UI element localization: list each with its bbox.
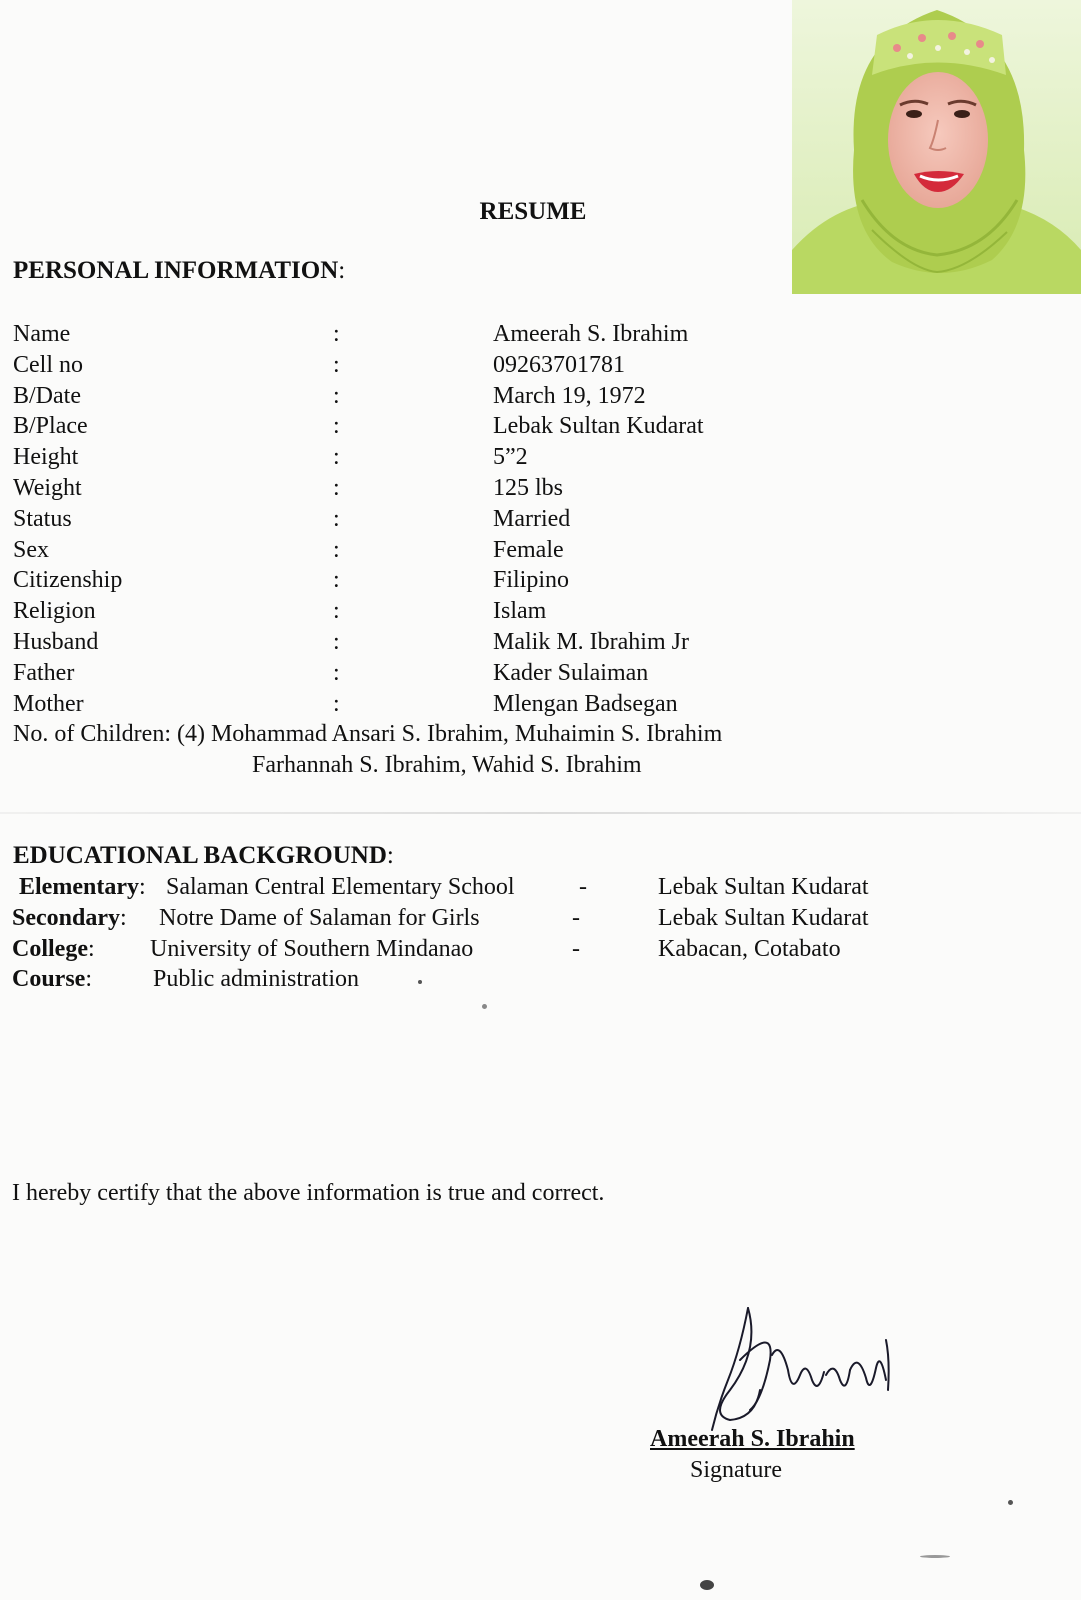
info-label: B/Place xyxy=(13,413,88,440)
info-value: Malik M. Ibrahim Jr xyxy=(493,628,689,655)
signature-name: Ameerah S. Ibrahin xyxy=(650,1426,855,1452)
personal-info-heading-text: PERSONAL INFORMATION xyxy=(13,257,339,284)
education-school: Public administration xyxy=(153,966,359,993)
info-separator: : xyxy=(333,474,340,501)
education-level xyxy=(12,964,92,995)
education-heading xyxy=(13,842,394,870)
info-separator: : xyxy=(333,598,340,625)
info-label: B/Date xyxy=(13,382,81,409)
education-level xyxy=(19,872,146,903)
certification-statement: I hereby certify that the above information is true and correct. xyxy=(12,1180,605,1206)
education-dash: - xyxy=(572,904,580,931)
education-level xyxy=(12,934,95,965)
scan-speck xyxy=(482,1004,487,1009)
paper-fold-line xyxy=(0,812,1081,814)
info-value: Filipino xyxy=(493,567,570,594)
education-dash: - xyxy=(572,935,580,962)
personal-info-heading xyxy=(13,257,345,285)
info-label: Status xyxy=(13,505,72,532)
level-colon: : xyxy=(120,904,127,931)
info-value: Ameerah S. Ibrahim xyxy=(493,321,689,347)
education-level-text: Secondary xyxy=(12,904,120,931)
education-school: University of Southern Mindanao xyxy=(150,935,474,962)
info-separator: : xyxy=(333,628,340,655)
level-colon: : xyxy=(85,966,92,993)
info-separator: : xyxy=(333,690,340,717)
scan-speck xyxy=(1008,1500,1013,1505)
education-location: Lebak Sultan Kudarat xyxy=(658,874,869,900)
info-value: Female xyxy=(493,536,564,563)
education-level-text: Elementary xyxy=(19,874,139,900)
level-colon: : xyxy=(138,874,146,900)
info-separator: : xyxy=(333,536,340,563)
info-label: Mother xyxy=(13,690,84,717)
info-value: Islam xyxy=(493,598,547,625)
info-separator: : xyxy=(333,444,340,471)
info-value: Mlengan Badsegan xyxy=(493,690,678,717)
education-school: Salaman Central Elementary School xyxy=(166,874,515,900)
profile-photo xyxy=(792,0,1081,294)
education-level xyxy=(12,903,127,934)
info-separator: : xyxy=(333,382,340,409)
info-separator: : xyxy=(333,413,340,440)
info-value: Married xyxy=(493,505,571,532)
education-school: Notre Dame of Salaman for Girls xyxy=(159,904,480,931)
info-label: Sex xyxy=(13,536,49,563)
scan-speck xyxy=(920,1555,950,1558)
info-value: 5”2 xyxy=(493,444,528,471)
signature-caption: Signature xyxy=(690,1457,782,1483)
education-level-text: College xyxy=(12,935,88,962)
info-label: Cell no xyxy=(13,351,83,378)
heading-colon: : xyxy=(386,842,394,869)
scan-speck xyxy=(418,980,422,984)
handwritten-signature xyxy=(700,1300,900,1440)
info-value: 09263701781 xyxy=(493,351,625,378)
info-label: Height xyxy=(13,444,79,471)
info-label: Name xyxy=(13,321,71,347)
info-label: Husband xyxy=(13,628,99,655)
info-separator: : xyxy=(333,351,340,378)
info-separator: : xyxy=(333,659,340,686)
heading-colon: : xyxy=(338,257,346,284)
education-location: Kabacan, Cotabato xyxy=(658,935,841,962)
education-location: Lebak Sultan Kudarat xyxy=(658,904,869,931)
info-label: Father xyxy=(13,659,75,686)
scan-speck xyxy=(700,1580,714,1590)
info-separator: : xyxy=(333,567,340,594)
children-info xyxy=(13,719,722,781)
document-title: RESUME xyxy=(479,198,587,225)
education-dash: - xyxy=(579,874,587,900)
education-heading-text: EDUCATIONAL BACKGROUND xyxy=(13,842,387,869)
info-separator: : xyxy=(333,505,340,532)
info-label: Religion xyxy=(13,598,96,625)
info-value: Kader Sulaiman xyxy=(493,659,649,686)
info-value: 125 lbs xyxy=(493,474,564,501)
children-line-2: Farhannah S. Ibrahim, Wahid S. Ibrahim xyxy=(252,751,642,778)
level-colon: : xyxy=(87,935,95,962)
info-value: March 19, 1972 xyxy=(493,382,646,409)
info-value: Lebak Sultan Kudarat xyxy=(493,413,704,440)
info-label: Weight xyxy=(13,474,82,501)
info-separator: : xyxy=(333,321,340,347)
info-label: Citizenship xyxy=(13,567,123,594)
education-level-text: Course xyxy=(12,966,86,993)
children-line-1: No. of Children: (4) Mohammad Ansari S. Ibrahim, Muhaimin S. Ibrahim xyxy=(13,721,723,747)
